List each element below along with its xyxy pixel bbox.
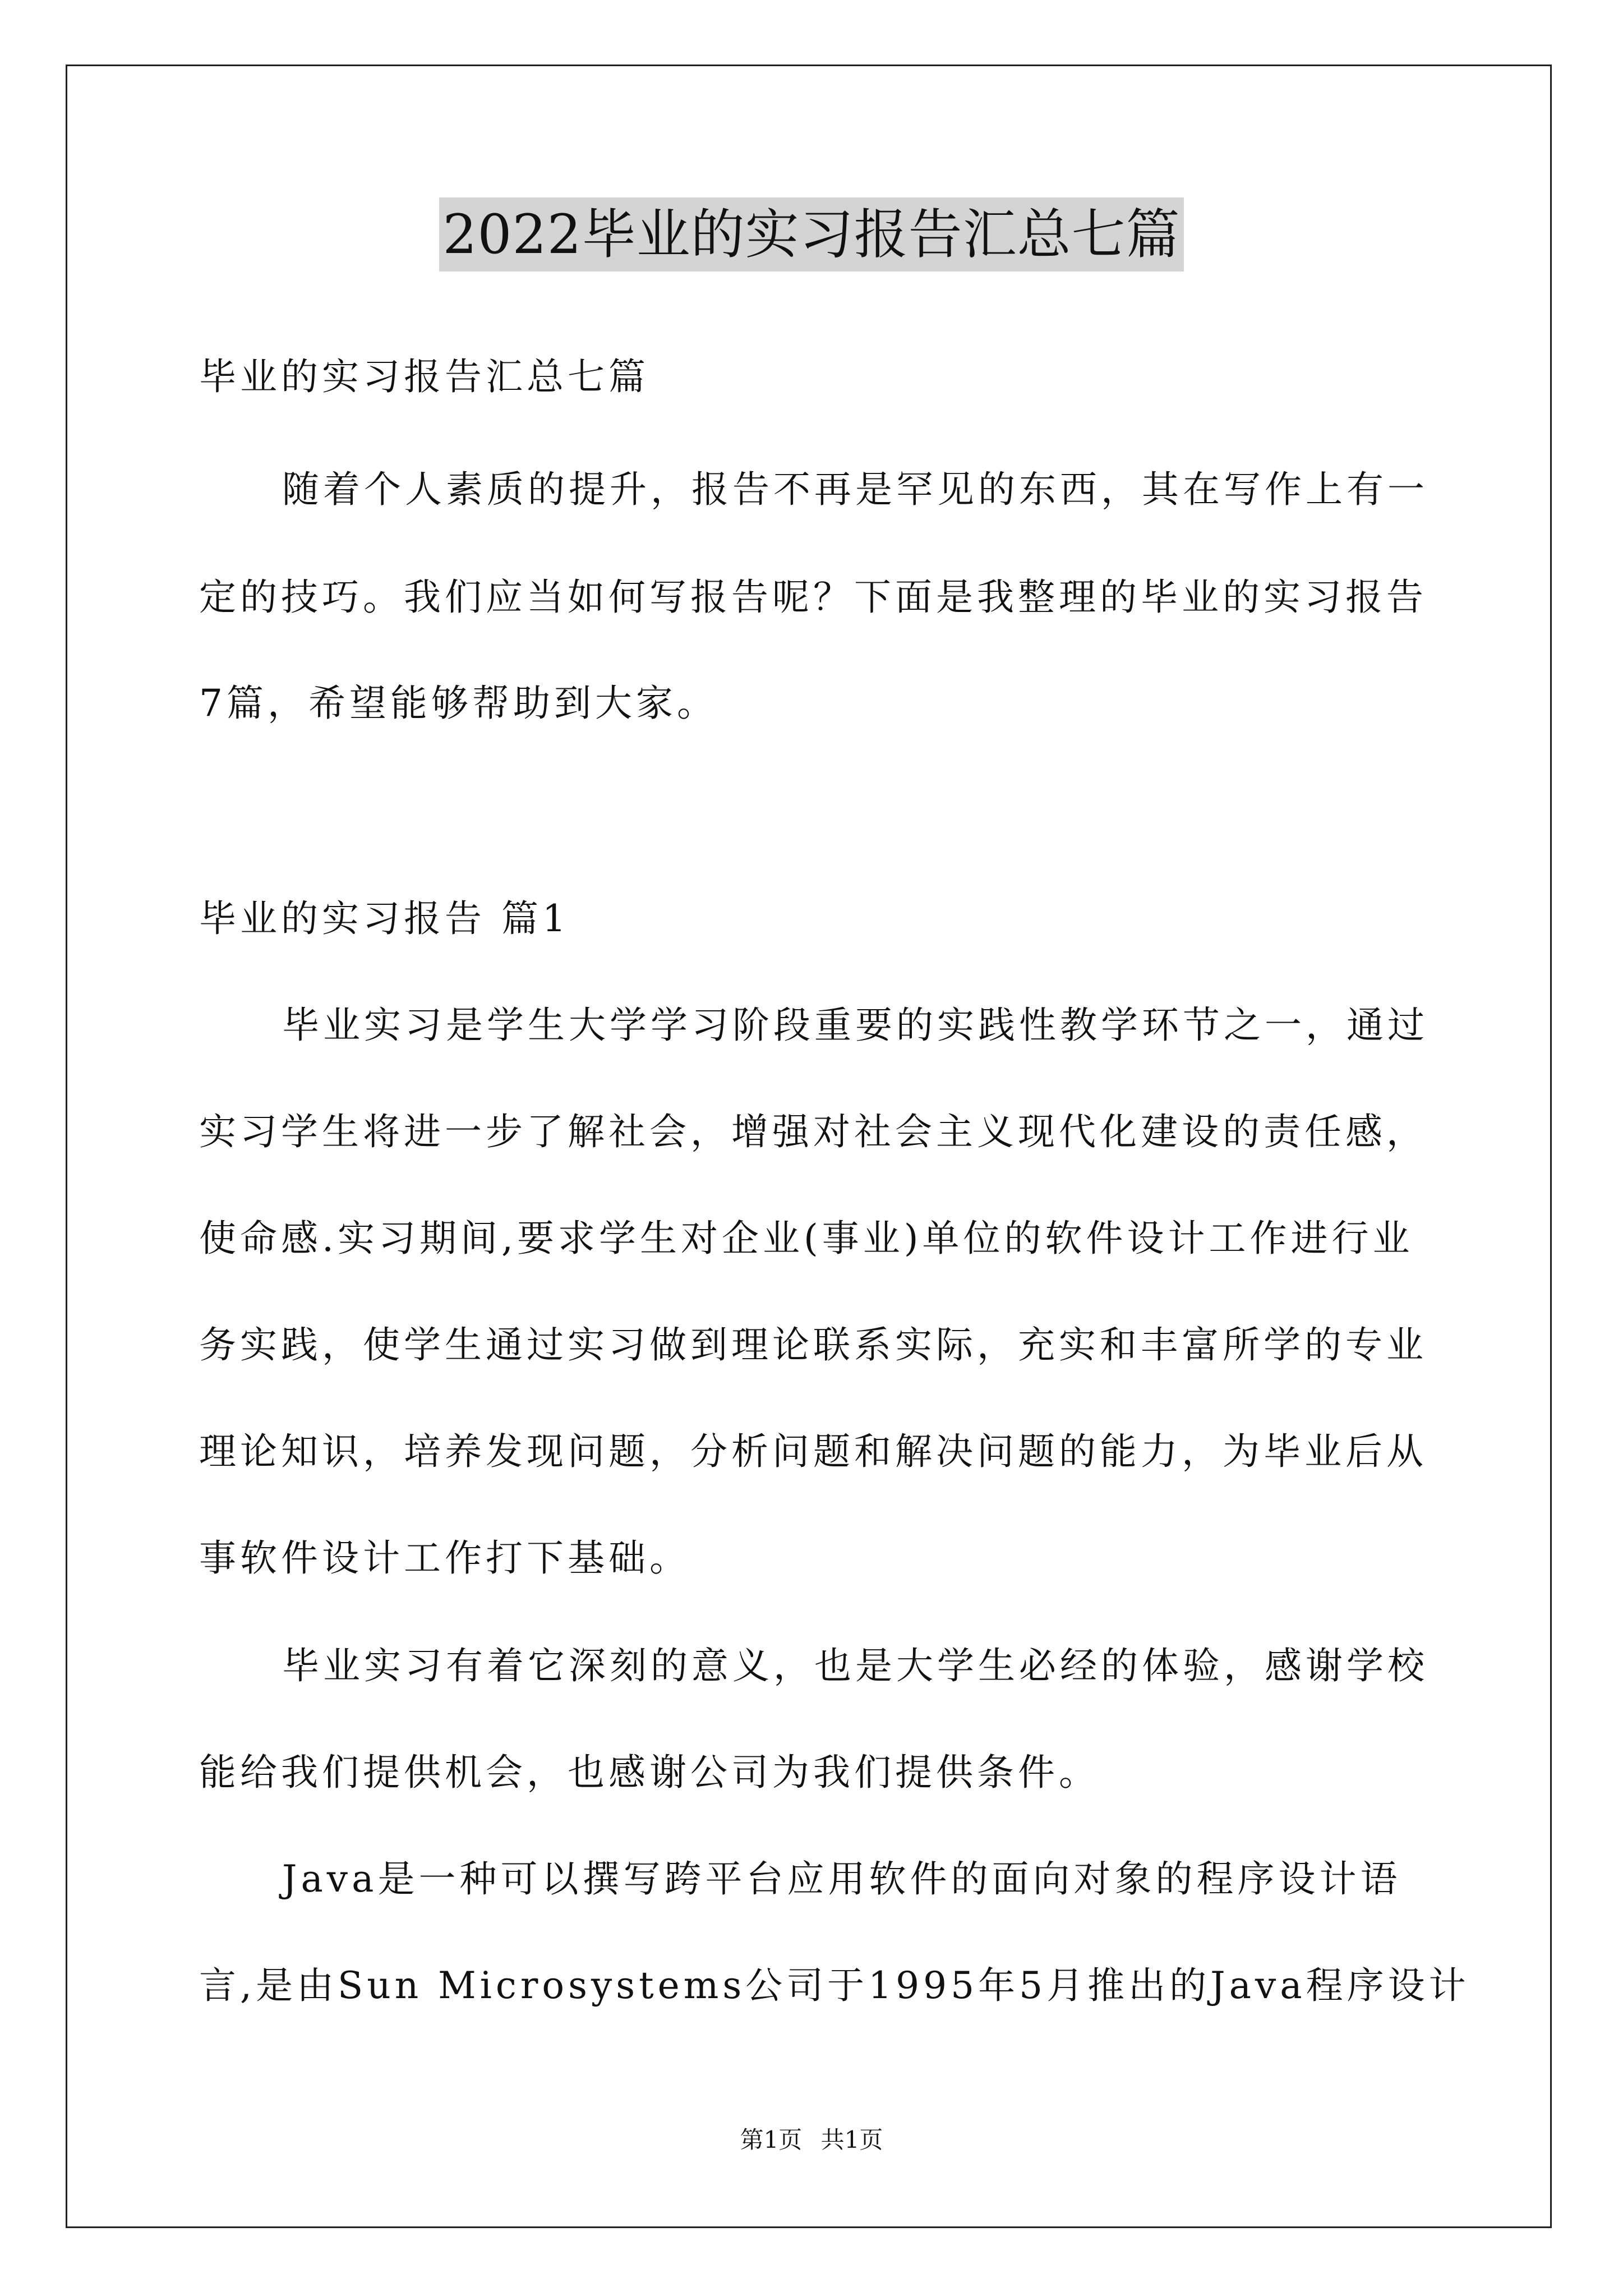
document-title: 2022毕业的实习报告汇总七篇: [439, 197, 1183, 272]
paragraph-line: 使命感.实习期间,要求学生对企业(事业)单位的软件设计工作进行业: [199, 1217, 1414, 1260]
page-footer: [0, 2123, 1623, 2157]
paragraph-line: 务实践，使学生通过实习做到理论联系实际，充实和丰富所学的专业: [199, 1323, 1427, 1366]
paragraph-line: 毕业实习有着它深刻的意义，也是大学生必经的体验，感谢学校: [282, 1644, 1428, 1687]
paragraph-line: Java是一种可以撰写跨平台应用软件的面向对象的程序设计语: [282, 1857, 1401, 1901]
document-subtitle: 毕业的实习报告汇总七篇: [199, 355, 649, 398]
paragraph-line: 理论知识，培养发现问题，分析问题和解决问题的能力，为毕业后从: [199, 1430, 1427, 1473]
paragraph-line: 言,是由Sun Microsystems公司于1995年5月推出的Java程序设计: [199, 1964, 1470, 2007]
title-container: [0, 197, 1623, 272]
paragraph-line: 事软件设计工作打下基础。: [199, 1536, 690, 1580]
paragraph-line: 能给我们提供机会，也感谢公司为我们提供条件。: [199, 1751, 1100, 1794]
page-number: 第1页: [740, 2126, 803, 2154]
paragraph-line: 毕业实习是学生大学学习阶段重要的实践性教学环节之一，通过: [282, 1004, 1428, 1047]
paragraph-line: 实习学生将进一步了解社会，增强对社会主义现代化建设的责任感，: [199, 1110, 1427, 1153]
intro-line: 随着个人素质的提升，报告不再是罕见的东西，其在写作上有一: [282, 468, 1428, 511]
page-total: 共1页: [820, 2126, 883, 2154]
intro-line: 定的技巧。我们应当如何写报告呢？下面是我整理的毕业的实习报告: [199, 576, 1427, 619]
intro-line: 7篇，希望能够帮助到大家。: [199, 682, 718, 725]
section-heading: 毕业的实习报告 篇1: [199, 897, 570, 940]
